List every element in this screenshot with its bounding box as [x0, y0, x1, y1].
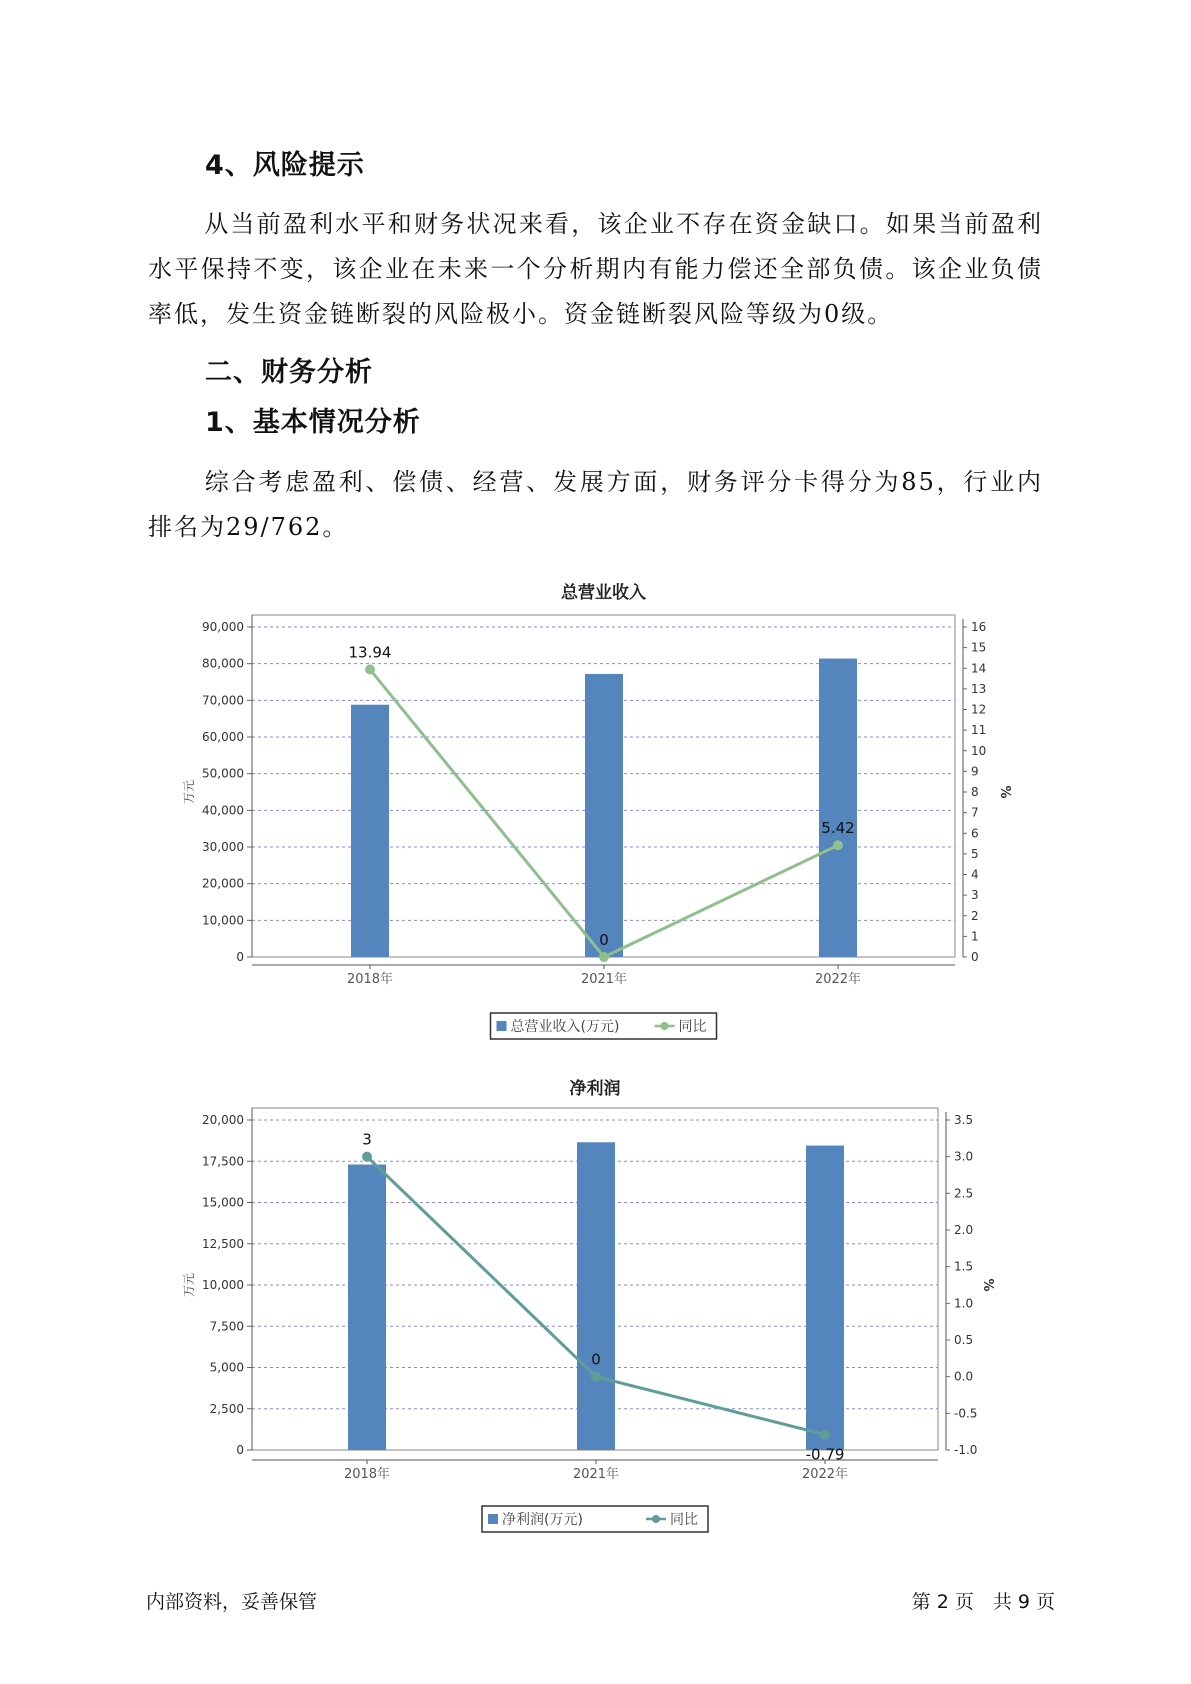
bar: [577, 1142, 615, 1450]
y2-tick-label: 1.0: [954, 1296, 974, 1311]
y2-tick-label: 1.5: [954, 1259, 974, 1274]
risk-heading: 4、风险提示: [205, 150, 365, 181]
y2-tick-label: 3.5: [954, 1113, 974, 1127]
y2-tick-label: 4: [971, 867, 979, 882]
y2-tick-label: 8: [971, 785, 979, 799]
y2-tick-label: 15: [971, 640, 987, 655]
net-profit-chart: [0, 1070, 1191, 1540]
y2-tick-label: 2.5: [954, 1186, 974, 1201]
y2-tick-label: 7: [971, 805, 979, 820]
bar: [351, 705, 389, 957]
y2-axis-label: %: [997, 785, 1012, 799]
y2-tick-label: -0.5: [954, 1406, 978, 1421]
y-tick-label: 60,000: [202, 730, 244, 744]
basic-text: 综合考虑盈利、偿债、经营、发展方面，财务评分卡得分为85，行业内排名为29/762。: [148, 468, 1043, 541]
y2-tick-label: 13: [971, 681, 987, 696]
risk-text: 从当前盈利水平和财务状况来看，该企业不存在资金缺口。如果当前盈利水平保持不变，该企业在未来一个分析期内有能力偿还全部负债。该企业负债率低，发生资金链断裂的风险极小。资金链断裂风险等级为0级。: [148, 210, 1043, 328]
y-axis-label: 万元: [182, 1272, 196, 1298]
basic-paragraph: [148, 460, 1043, 550]
finance-heading: 二、财务分析: [205, 357, 373, 388]
y2-axis-label: %: [980, 1278, 995, 1292]
y2-tick-label: 0: [971, 950, 979, 964]
y2-tick-label: 5: [971, 846, 979, 861]
y-tick-label: 5,000: [209, 1360, 244, 1375]
legend-swatch-dot: [652, 1515, 660, 1523]
y2-tick-label: 0.0: [954, 1369, 974, 1384]
y-tick-label: 80,000: [202, 656, 244, 671]
x-tick-label: 2022年: [814, 972, 862, 987]
data-label: 0: [591, 1350, 601, 1369]
legend-label-line: 同比: [678, 1019, 707, 1035]
y-tick-label: 70,000: [202, 693, 244, 708]
y2-tick-label: 2: [971, 908, 979, 923]
series-point: [833, 840, 843, 850]
legend-label-bar: 净利润(万元): [502, 1512, 583, 1528]
x-tick-label: 2022年: [801, 1467, 849, 1482]
y2-tick-label: 12: [971, 702, 987, 717]
y2-tick-label: 6: [971, 826, 979, 841]
data-label: -0.79: [805, 1445, 845, 1464]
chart-title: 总营业收入: [561, 583, 646, 603]
series-point: [362, 1152, 372, 1162]
page-number: 第 2 页 共 9 页: [911, 1591, 1055, 1613]
x-tick-label: 2018年: [346, 972, 394, 987]
data-label: 13.94: [348, 643, 392, 662]
y-tick-label: 15,000: [202, 1195, 244, 1210]
y-tick-label: 12,500: [202, 1236, 244, 1251]
y2-tick-label: 11: [971, 723, 987, 738]
bar: [585, 674, 623, 957]
y-tick-label: 10,000: [202, 913, 244, 928]
y2-tick-label: 1: [971, 929, 979, 944]
y-tick-label: 0: [236, 1443, 244, 1457]
data-label: 0: [599, 931, 609, 949]
series-point: [820, 1430, 830, 1440]
y-tick-label: 20,000: [202, 1113, 244, 1127]
data-label: 3: [362, 1130, 372, 1149]
y-tick-label: 0: [236, 950, 244, 964]
y-tick-label: 7,500: [209, 1319, 244, 1334]
y-tick-label: 30,000: [202, 840, 244, 854]
series-point: [365, 664, 375, 674]
risk-paragraph: [148, 202, 1043, 337]
legend-swatch-dot: [661, 1022, 669, 1030]
y2-tick-label: 0.5: [954, 1333, 974, 1347]
y2-tick-label: 9: [971, 764, 979, 779]
legend-label-bar: 总营业收入(万元): [510, 1019, 620, 1035]
data-label: 5.42: [821, 819, 855, 838]
y-axis-label: 万元: [182, 779, 196, 805]
y-tick-label: 50,000: [202, 766, 244, 781]
y-tick-label: 17,500: [202, 1154, 244, 1169]
y2-tick-label: 14: [971, 661, 987, 676]
bar: [806, 1146, 844, 1450]
x-tick-label: 2018年: [343, 1467, 391, 1482]
y-tick-label: 2,500: [209, 1401, 244, 1416]
series-point: [591, 1372, 601, 1382]
legend-swatch-bar: [497, 1021, 507, 1031]
chart-title: 净利润: [569, 1079, 621, 1099]
y2-tick-label: 16: [971, 620, 987, 634]
y-tick-label: 20,000: [202, 876, 244, 891]
revenue-chart: [0, 570, 1191, 1060]
y-tick-label: 10,000: [202, 1278, 244, 1292]
y-tick-label: 40,000: [202, 803, 244, 818]
y2-tick-label: -1.0: [954, 1443, 978, 1457]
y2-tick-label: 10: [971, 743, 987, 758]
basic-heading: 1、基本情况分析: [205, 407, 421, 438]
x-tick-label: 2021年: [572, 1467, 620, 1482]
legend-label-line: 同比: [670, 1512, 698, 1528]
x-tick-label: 2021年: [580, 972, 628, 987]
series-point: [599, 952, 609, 962]
y2-tick-label: 3.0: [954, 1149, 974, 1164]
y-tick-label: 90,000: [202, 620, 244, 634]
footer-note: 内部资料，妥善保管: [146, 1591, 318, 1613]
legend-swatch-bar: [488, 1514, 498, 1524]
bar: [819, 659, 857, 957]
y2-tick-label: 3: [971, 888, 979, 903]
y2-tick-label: 2.0: [954, 1223, 974, 1237]
bar: [348, 1165, 386, 1450]
